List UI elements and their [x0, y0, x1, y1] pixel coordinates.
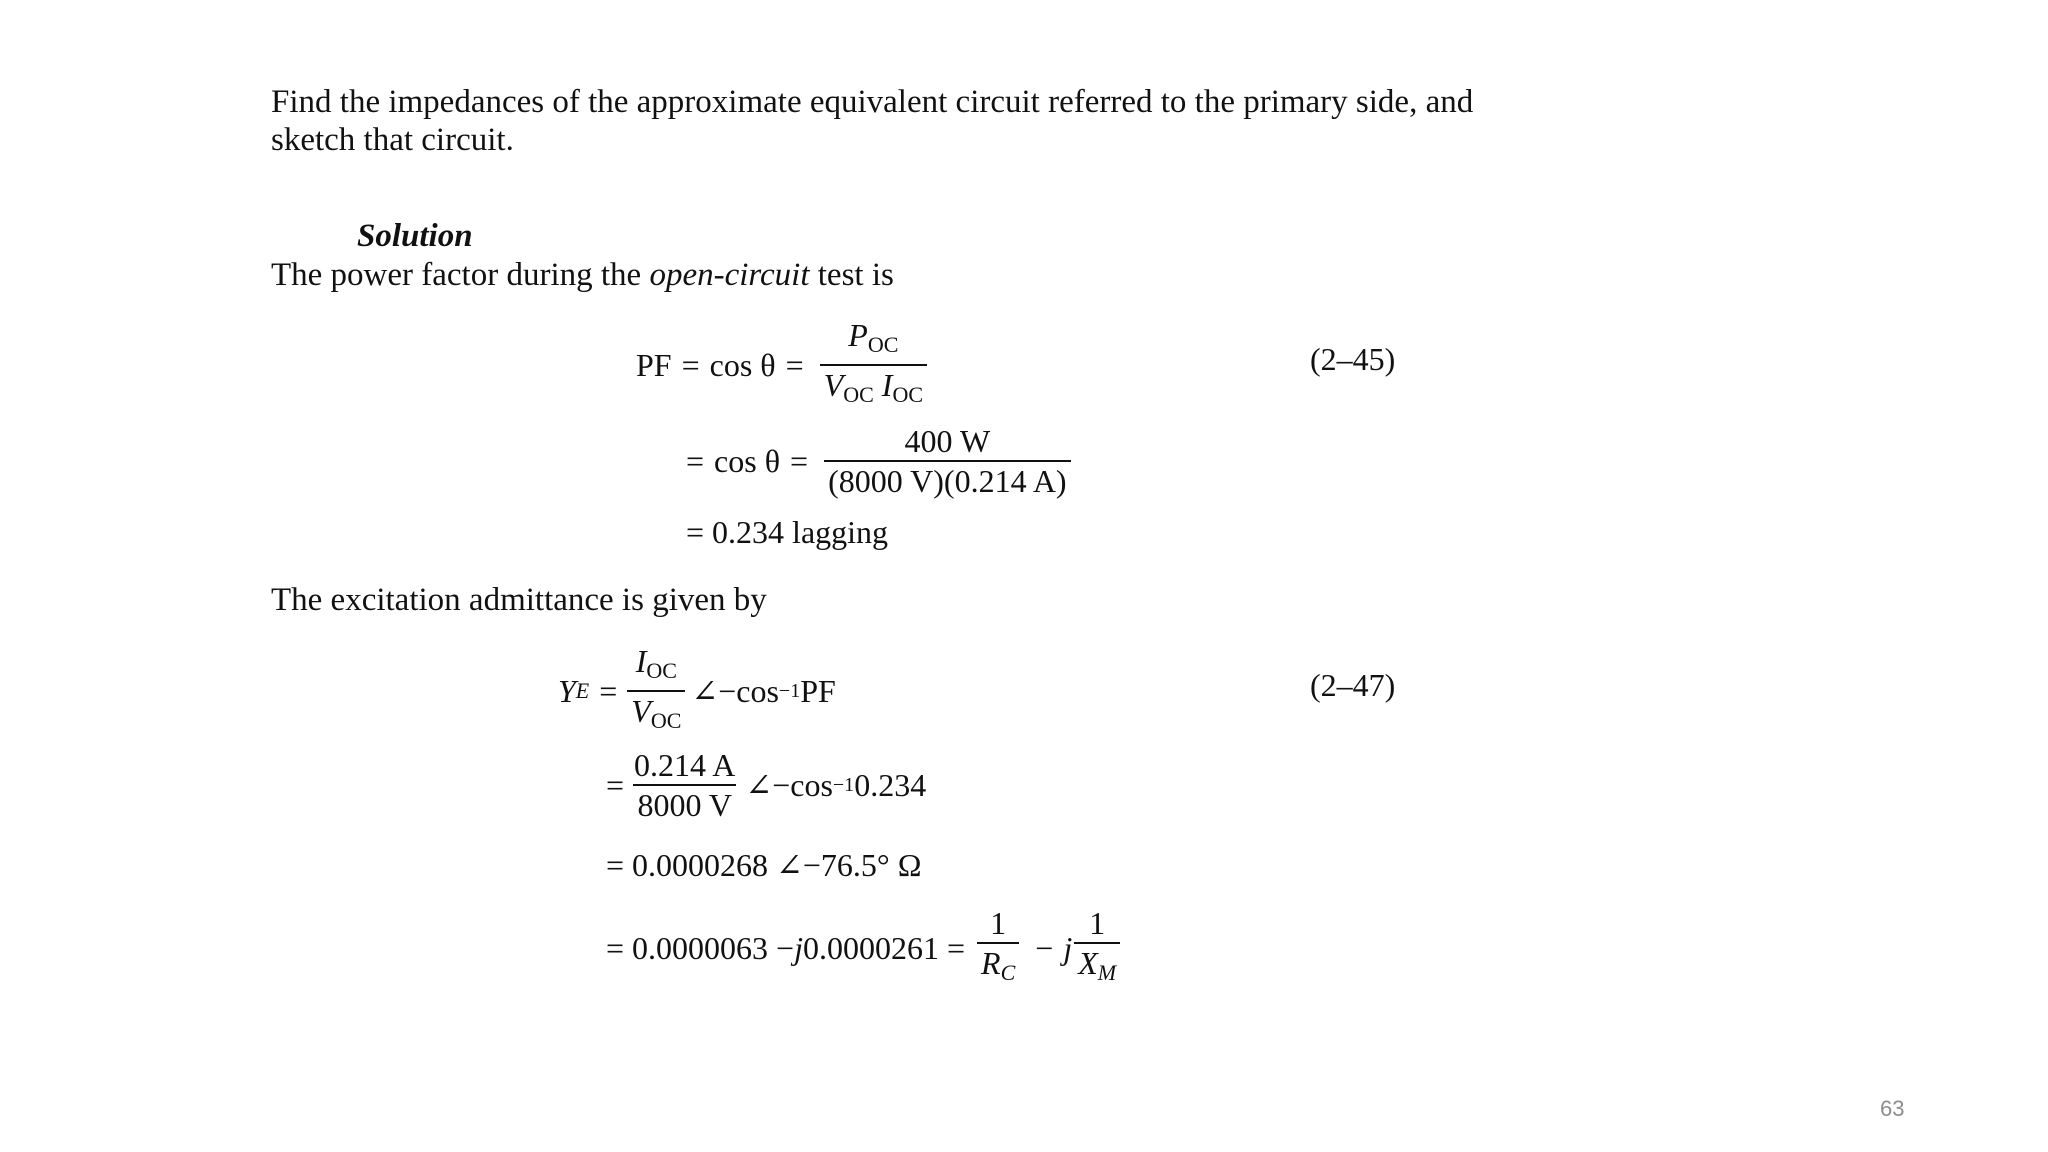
- equation-pf-step3: = 0.234 lagging: [686, 514, 889, 550]
- pf-step2-cos: cos θ: [714, 442, 781, 479]
- admittance-step4-fraction-1: [977, 906, 1019, 990]
- admittance-step4-x: X: [1078, 945, 1098, 981]
- admittance-step4-frac2-num: 1: [1089, 905, 1106, 941]
- admittance-num-sub: OC: [646, 658, 677, 683]
- page-number: 63: [1880, 1096, 1905, 1121]
- pf-den-i-sub: OC: [892, 382, 923, 407]
- admittance-denominator: [627, 690, 685, 738]
- admittance-step2-equals: =: [606, 766, 625, 803]
- pf-den-v: V: [823, 367, 844, 403]
- power-factor-intro-emphasis: open-circuit: [649, 257, 810, 293]
- pf-den-v-sub: OC: [843, 382, 874, 407]
- equation-number-2-47: (2–47): [1310, 667, 1396, 703]
- admittance-den-sub: OC: [650, 708, 682, 733]
- admittance-num-i: I: [635, 643, 647, 679]
- admittance-step4-frac1-num: 1: [990, 905, 1007, 941]
- pf-num-sub: OC: [867, 332, 899, 357]
- pf-equals: =: [681, 346, 700, 383]
- admittance-step4-frac2-den: [1074, 942, 1120, 990]
- equation-pf: [636, 318, 933, 412]
- admittance-step4-j: j: [794, 929, 803, 966]
- admittance-step2-value: 0.234: [854, 766, 927, 803]
- admittance-step2-angle: ∠−cos: [745, 767, 833, 803]
- admittance-step2-sup: −1: [832, 773, 855, 796]
- admittance-pf: PF: [800, 672, 836, 709]
- admittance-den-v: V: [631, 693, 651, 729]
- admittance-step4-post: 0.0000261 =: [802, 929, 966, 966]
- equation-pf-step2: [686, 424, 1077, 498]
- pf-den-i: I: [881, 367, 893, 403]
- pf-fraction: [820, 318, 927, 412]
- admittance-equals: =: [599, 672, 618, 709]
- power-factor-intro-post: test is: [809, 257, 894, 293]
- pf-cos: cos θ: [709, 346, 776, 383]
- equation-number-2-45: (2–45): [1310, 341, 1396, 377]
- admittance-sup: −1: [778, 679, 801, 702]
- pf-equals-2: =: [785, 346, 804, 383]
- admittance-numerator: [632, 644, 681, 690]
- pf-step2-denominator: (8000 V)(0.214 A): [824, 460, 1071, 498]
- admittance-step2-fraction: [630, 748, 739, 822]
- admittance-step4-j2: j: [1063, 929, 1073, 966]
- pf-step2-numerator: 400 W: [904, 423, 991, 459]
- pf-step2-fraction: [824, 424, 1071, 498]
- power-factor-intro-pre: The power factor during the: [271, 257, 650, 293]
- pf-fraction-denominator: [820, 364, 927, 412]
- admittance-step4-fraction-2: [1074, 906, 1120, 990]
- admittance-step4-pre: = 0.0000063 −: [606, 929, 795, 966]
- admittance-step2-numerator: 0.214 A: [634, 747, 736, 783]
- pf-num-p: P: [848, 317, 868, 353]
- admittance-lhs-y: Y: [558, 672, 576, 709]
- admittance-fraction: [627, 644, 685, 738]
- admittance-step4-x-sub: M: [1097, 960, 1117, 985]
- problem-line-1: Find the impedances of the approximate equivalent circuit referred to the primary side, and: [271, 84, 1474, 120]
- admittance-step2-denominator: 8000 V: [633, 784, 736, 822]
- admittance-angle: ∠−cos: [691, 673, 779, 709]
- equation-admittance: [558, 644, 836, 738]
- pf-lhs: PF: [636, 346, 672, 383]
- problem-line-2: sketch that circuit.: [271, 122, 514, 158]
- equation-admittance-step3: = 0.0000268 ∠−76.5° Ω: [606, 847, 922, 883]
- pf-step2-equals: =: [686, 442, 705, 479]
- solution-heading: Solution: [357, 218, 473, 254]
- admittance-lhs-sub: E: [575, 678, 590, 703]
- power-factor-intro: [271, 255, 894, 295]
- pf-step2-equals-2: =: [790, 442, 809, 479]
- admittance-step4-frac1-den: [977, 942, 1019, 990]
- pf-fraction-numerator: [844, 318, 902, 364]
- admittance-step4-minus: −: [1035, 929, 1054, 966]
- equation-admittance-step4: [606, 906, 1126, 990]
- admittance-intro: The excitation admittance is given by: [271, 582, 767, 618]
- admittance-step4-r-sub: C: [1000, 960, 1016, 985]
- equation-admittance-step2: [606, 748, 926, 822]
- admittance-step4-r: R: [981, 945, 1001, 981]
